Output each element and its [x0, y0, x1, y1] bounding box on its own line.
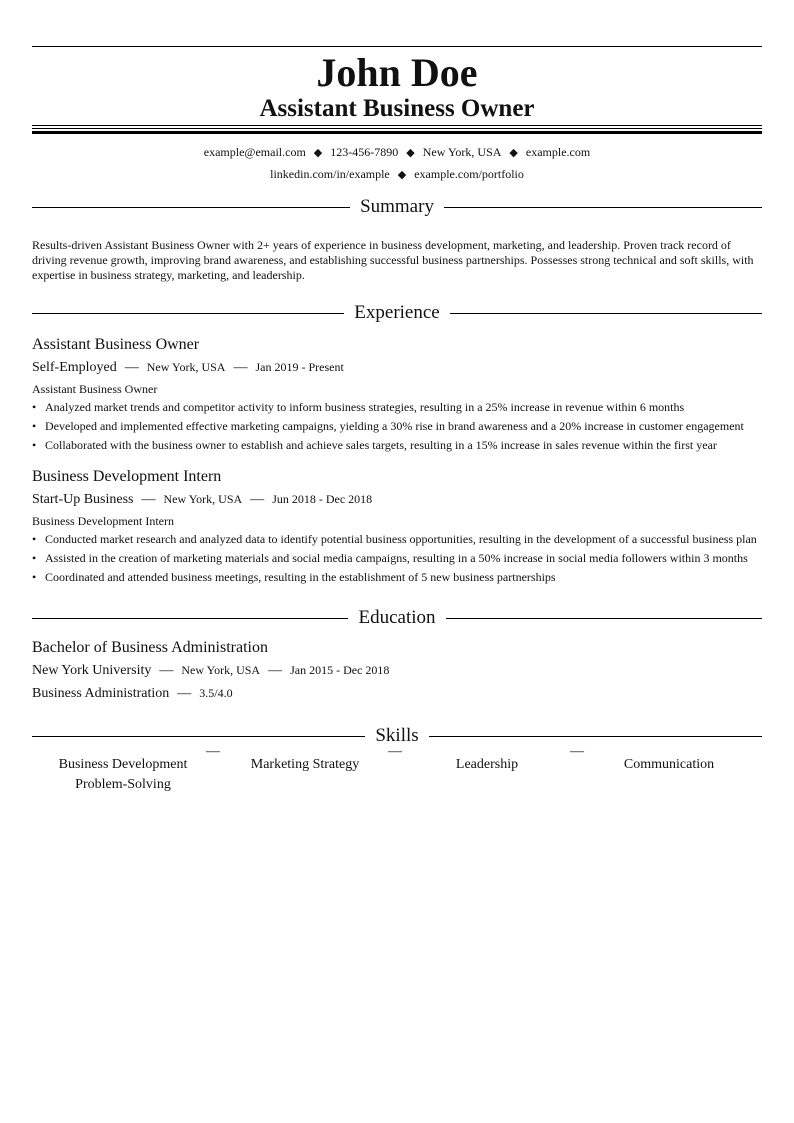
top-rule — [32, 46, 762, 47]
section-title: Education — [358, 607, 436, 628]
education-heading — [32, 607, 762, 629]
skill-item: Marketing Strategy — [250, 757, 360, 772]
job-meta — [32, 356, 762, 379]
school-location: New York, USA — [181, 663, 261, 677]
bullet-icon: • — [32, 419, 37, 433]
contact-linkedin: linkedin.com/in/example — [270, 167, 390, 181]
job-meta — [32, 488, 762, 511]
skill-item: Communication — [623, 757, 715, 772]
contact-info — [32, 142, 762, 186]
diamond-icon: ◆ — [397, 169, 407, 181]
dash-separator: — — [206, 744, 220, 759]
contact-line-1 — [32, 142, 762, 164]
contact-website: example.com — [525, 145, 591, 159]
job-dates: Jan 2019 - Present — [255, 360, 344, 374]
skill-item: Leadership — [455, 757, 519, 772]
gpa: 3.5/4.0 — [199, 686, 233, 700]
contact-line-2 — [32, 164, 762, 186]
education-dates: Jan 2015 - Dec 2018 — [290, 663, 390, 677]
candidate-title: Assistant Business Owner — [259, 95, 535, 122]
education-entry — [32, 637, 762, 705]
dash-separator: — — [141, 492, 156, 507]
list-item: • Coordinated and attended business meetings, resulting in the establishment of 5 new business partnerships — [32, 568, 762, 587]
list-item: • Assisted in the creation of marketing materials and social media campaigns, resulting in a 50% increase in social media followers within 3 months — [32, 549, 762, 568]
bullet-icon: • — [32, 400, 37, 414]
dash-separator: — — [159, 663, 174, 678]
diamond-icon: ◆ — [406, 147, 415, 159]
education-meta — [32, 659, 762, 682]
skill-item: Business Development — [58, 757, 188, 772]
list-item: • Conducted market research and analyzed data to identify potential business opportunities, resulting in the development of a successful business plan — [32, 530, 762, 549]
dash-separator: — — [233, 360, 248, 375]
experience-entry — [32, 334, 762, 455]
job-company: Self-Employed — [32, 360, 117, 375]
field-of-study: Business Administration — [32, 686, 170, 701]
job-bullets — [32, 530, 762, 587]
section-title: Summary — [360, 196, 434, 217]
job-role: Assistant Business Owner — [32, 382, 158, 396]
job-title: Business Development Intern — [32, 468, 222, 485]
job-company: Start-Up Business — [32, 492, 134, 507]
job-role: Business Development Intern — [32, 514, 174, 528]
contact-portfolio: example.com/portfolio — [414, 167, 524, 181]
summary-text: Results-driven Assistant Business Owner with 2+ years of experience in business development, marketing, and leadership. Proven track record of driving revenue growth, improving brand awareness, and establishing successful business partnerships. Possesses strong technical and soft skills, with expertise in business strategy, marketing, and leadership. — [32, 238, 754, 282]
bullet-icon: • — [32, 551, 37, 565]
job-title: Assistant Business Owner — [32, 336, 200, 353]
section-title: Skills — [375, 725, 419, 746]
skill-item: Problem-Solving — [75, 777, 171, 792]
diamond-icon: ◆ — [313, 147, 323, 159]
summary-heading — [32, 196, 762, 218]
contact-location: New York, USA — [422, 145, 502, 159]
skills-list — [32, 744, 762, 795]
school: New York University — [32, 663, 152, 678]
job-location: New York, USA — [146, 360, 226, 374]
experience-entry — [32, 466, 762, 587]
dash-separator: — — [268, 663, 283, 678]
header-divider — [32, 125, 762, 134]
degree: Bachelor of Business Administration — [32, 639, 268, 656]
dash-separator: — — [177, 686, 192, 701]
education-field — [32, 682, 762, 705]
job-dates: Jun 2018 - Dec 2018 — [272, 492, 373, 506]
experience-heading — [32, 302, 762, 324]
contact-email: example@email.com — [203, 145, 306, 159]
candidate-name: John Doe — [316, 50, 478, 95]
bullet-icon: • — [32, 532, 37, 546]
list-item: • Collaborated with the business owner to establish and achieve sales targets, resulting in a 15% increase in sales revenue within the first year — [32, 436, 762, 455]
diamond-icon: ◆ — [509, 147, 518, 159]
list-item: • Developed and implemented effective marketing campaigns, yielding a 30% rise in brand awareness and a 20% increase in customer engagement — [32, 417, 762, 436]
dash-separator: — — [388, 744, 402, 759]
dash-separator: — — [250, 492, 265, 507]
bullet-icon: • — [32, 438, 37, 452]
job-location: New York, USA — [163, 492, 243, 506]
dash-separator: — — [124, 360, 139, 375]
resume-page — [32, 46, 762, 795]
job-bullets — [32, 398, 762, 455]
section-title: Experience — [354, 302, 440, 323]
bullet-icon: • — [32, 570, 37, 584]
dash-separator: — — [570, 744, 584, 759]
list-item: • Analyzed market trends and competitor activity to inform business strategies, resulting in a 25% increase in revenue within 6 months — [32, 398, 762, 417]
contact-phone: 123-456-7890 — [330, 145, 399, 159]
